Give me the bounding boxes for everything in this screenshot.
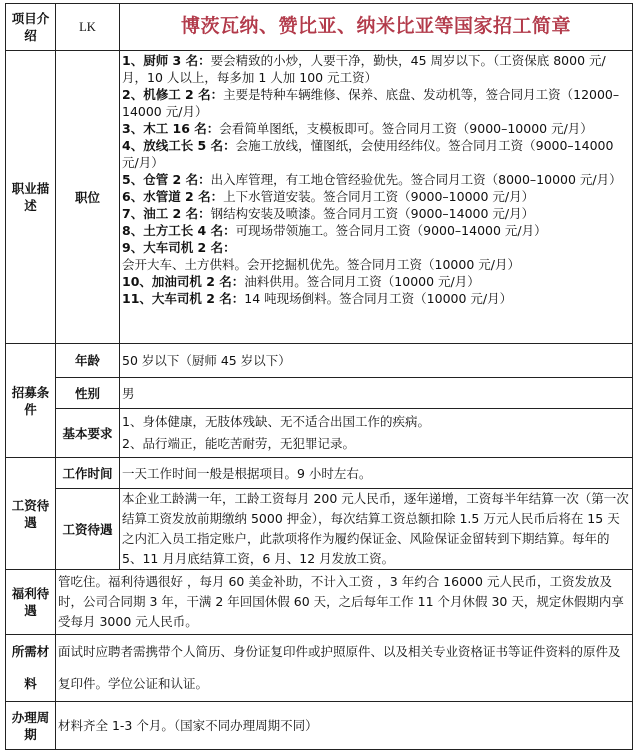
processing-value: 材料齐全 1-3 个月。（国家不同办理周期不同） xyxy=(56,702,633,750)
position-item xyxy=(122,239,630,273)
position-title: 8、土方工长 4 名： xyxy=(122,223,236,238)
gender-value: 男 xyxy=(120,378,633,409)
pay-label: 工资待遇 xyxy=(56,489,120,570)
position-title: 6、水管道 2 名： xyxy=(122,189,224,204)
section-label-materials: 所需材料 xyxy=(6,635,56,702)
project-code: LK xyxy=(56,4,120,51)
processing-row xyxy=(6,702,633,750)
basic-requirements-row xyxy=(6,409,633,458)
basic-requirements-list xyxy=(120,409,633,458)
header-row xyxy=(6,4,633,51)
welfare-row xyxy=(6,570,633,635)
materials-row xyxy=(6,635,633,702)
position-detail: 主要是特种车辆维修、保养、底盘、发动机等，签合同月工资（12000–14000 元/月） xyxy=(122,87,620,119)
section-label-job-description: 职业描述 xyxy=(6,51,56,344)
materials-text: 面试时应聘者需携带个人简历、身份证复印件或护照原件、以及相关专业资格证书等证件资料的原件及复印件。学位公证和认证。 xyxy=(58,644,621,691)
worktime-row xyxy=(6,458,633,489)
section-label-processing: 办理周期 xyxy=(6,702,56,750)
page-title-cell xyxy=(120,4,633,51)
requirement-item: 2、品行端正，能吃苦耐劳，无犯罪记录。 xyxy=(122,436,355,451)
age-value: 50 岁以下（厨师 45 岁以下） xyxy=(120,344,633,378)
page-title: 博茨瓦纳、赞比亚、纳米比亚等国家招工简章 xyxy=(180,15,571,37)
position-detail: 钢结构安装及喷漆。签合同月工资（9000–14000 元/月） xyxy=(210,206,535,221)
section-label-welfare: 福利待遇 xyxy=(6,570,56,635)
position-title: 7、油工 2 名： xyxy=(122,206,211,221)
position-item xyxy=(122,120,630,137)
welfare-value xyxy=(56,570,633,635)
position-detail: 会开大车、土方供料。会开挖掘机优先。签合同月工资（10000 元/月） xyxy=(122,257,520,272)
age-row xyxy=(6,344,633,378)
positions-list xyxy=(120,51,633,344)
basic-requirements-label: 基本要求 xyxy=(56,409,120,458)
position-item xyxy=(122,222,630,239)
recruitment-table xyxy=(5,3,633,750)
position-item xyxy=(122,52,630,86)
age-label: 年龄 xyxy=(56,344,120,378)
position-detail: 14 吨现场倒料。签合同月工资（10000 元/月） xyxy=(244,291,513,306)
position-title: 11、大车司机 2 名： xyxy=(122,291,245,306)
worktime-label: 工作时间 xyxy=(56,458,120,489)
position-item xyxy=(122,137,630,171)
position-detail: 会看简单图纸，支模板即可。签合同月工资（9000–10000 元/月） xyxy=(219,121,593,136)
position-title: 10、加油司机 2 名： xyxy=(122,274,245,289)
position-detail: 会施工放线，懂图纸，会使用经纬仪。签合同月工资（9000–14000 元/月） xyxy=(122,138,614,170)
position-item xyxy=(122,290,630,307)
position-title: 4、放线工长 5 名： xyxy=(122,138,236,153)
position-item xyxy=(122,188,630,205)
position-detail: 出入库管理，有工地仓管经验优先。签合同月工资（8000–10000 元/月） xyxy=(210,172,622,187)
requirement-item: 1、身体健康，无肢体残缺、无不适合出国工作的疾病。 xyxy=(122,414,430,429)
worktime-value: 一天工作时间一般是根据项目。9 小时左右。 xyxy=(120,458,633,489)
position-title: 1、厨师 3 名： xyxy=(122,53,211,68)
pay-value xyxy=(120,489,633,570)
position-detail: 油料供用。签合同月工资（10000 元/月） xyxy=(244,274,480,289)
gender-label: 性别 xyxy=(56,378,120,409)
pay-row xyxy=(6,489,633,570)
position-item xyxy=(122,86,630,120)
position-title: 9、大车司机 2 名： xyxy=(122,240,236,255)
materials-value xyxy=(56,635,633,702)
position-detail: 上下水管道安装。签合同月工资（9000–10000 元/月） xyxy=(223,189,535,204)
position-item xyxy=(122,171,630,188)
position-title: 3、木工 16 名： xyxy=(122,121,220,136)
position-item xyxy=(122,273,630,290)
pay-text: 本企业工龄满一年，工龄工资每月 200 元人民币，逐年递增，工资每半年结算一次（第一次结算工资发放前期缴纳 5000 押金），每次结算工资总额扣除 1.5 万元人民币后将在 15 天之内汇入员工指定账户，此款项将作为履约保证金、风险保证金留转到下期结算。每年的 5、11 月月底结算工资，6 月、12 月发放工资。 xyxy=(122,491,629,566)
position-detail: 可现场带领施工。签合同月工资（9000–14000 元/月） xyxy=(235,223,547,238)
position-item xyxy=(122,205,630,222)
job-description-row xyxy=(6,51,633,344)
welfare-text: 管吃住。福利待遇很好 ，每月 60 美金补助，不计入工资 ，3 年约合 16000 元人民币，工资发放及时，公司合同期 3 年，干满 2 年回国休假 60 天，之后每年工作 11 个月休假 30 天，规定休假期内享受每月 3000 元人民币。 xyxy=(58,574,624,629)
section-label-recruitment: 招募条件 xyxy=(6,344,56,458)
position-detail: 要会精致的小炒，人要干净，勤快，45 周岁以下。（工资保底 8000 元/月，10 人以上，每多加 1 人加 100 元工资） xyxy=(122,53,606,85)
section-label-salary: 工资待遇 xyxy=(6,458,56,570)
position-title: 2、机修工 2 名： xyxy=(122,87,224,102)
position-title: 5、仓管 2 名： xyxy=(122,172,211,187)
sub-label-positions: 职位 xyxy=(56,51,120,344)
gender-row xyxy=(6,378,633,409)
section-label-project: 项目介绍 xyxy=(6,4,56,51)
